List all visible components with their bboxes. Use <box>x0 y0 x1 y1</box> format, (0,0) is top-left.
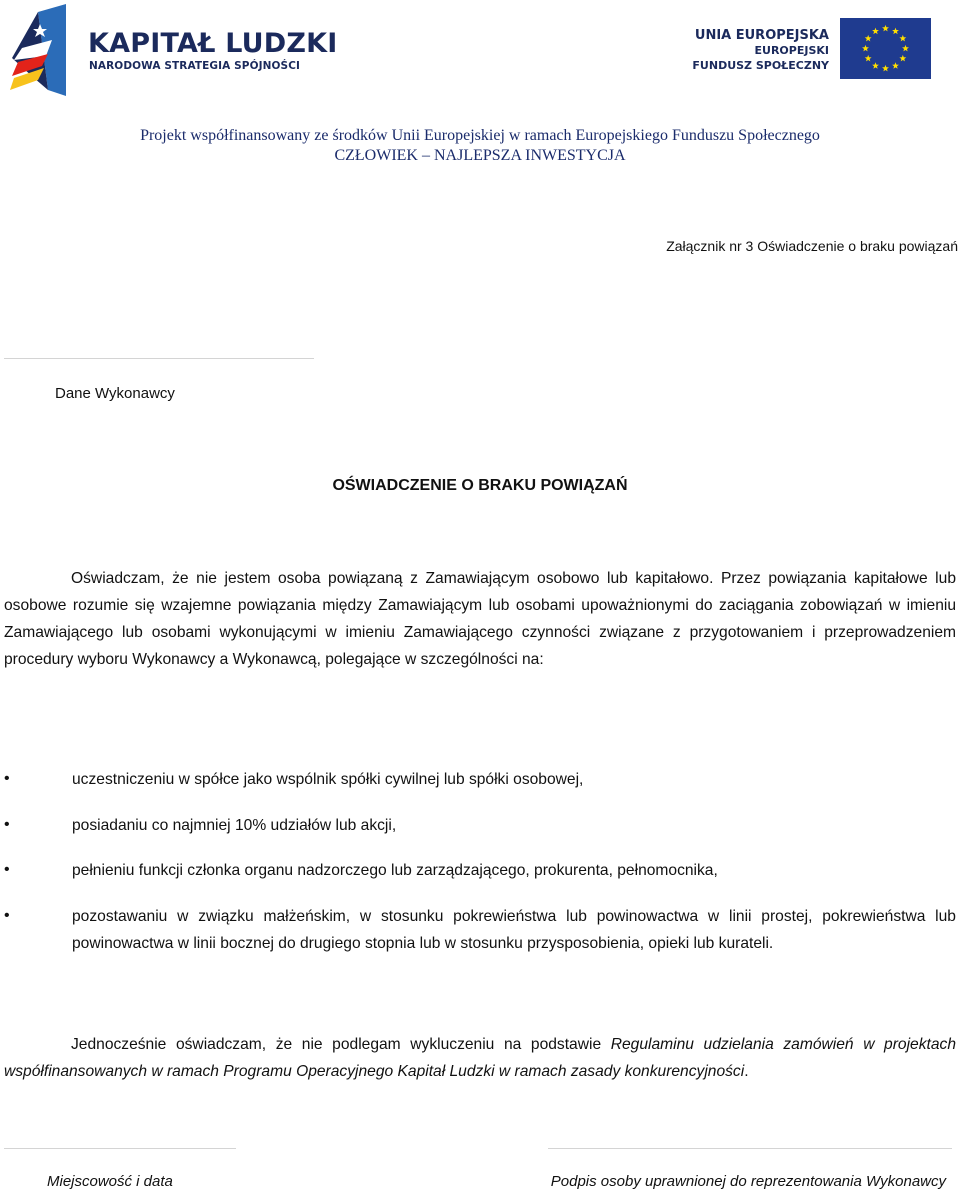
closing-end: . <box>744 1063 749 1080</box>
list-item: pozostawaniu w związku małżeńskim, w stosunku pokrewieństwa lub powinowactwa w linii prostej, pokrewieństwa lub powinowactwa w linii bocznej do drugiego stopnia lub w stosunku przysposobienia, opieki lub kurateli. <box>72 908 956 952</box>
bullet-icon: • <box>4 907 10 924</box>
project-line-2: CZŁOWIEK – NAJLEPSZA INWESTYCJA <box>334 147 626 164</box>
contractor-signature-line <box>4 358 314 359</box>
closing-paragraph <box>4 1031 956 1085</box>
place-date-label: Miejscowość i data <box>47 1173 173 1190</box>
project-banner <box>0 126 960 166</box>
place-date-line <box>4 1148 236 1149</box>
signature-line <box>548 1148 952 1149</box>
eu-line-1: UNIA EUROPEJSKA <box>694 28 829 43</box>
intro-paragraph: Oświadczam, że nie jestem osoba powiązaną z Zamawiającym osobowo lub kapitałowo. Przez powiązania kapitałowe lub osobowe rozumie się wzajemne powiązania między Zamawiającym lub osobami upoważnionymi do zaciągania zobowiązań w imieniu Zamawiającego lub osobami wykonującymi w imieniu Zamawiającego czynności związane z przygotowaniem i przeprowadzeniem procedury wyboru Wykonawcy a Wykonawcą, polegające w szczególności na: <box>4 570 956 668</box>
bullet-icon: • <box>4 770 10 787</box>
signature-label: Podpis osoby uprawnionej do reprezentowania Wykonawcy <box>550 1173 946 1190</box>
closing-text: Jednocześnie oświadczam, że nie podlegam wykluczeniu na podstawie <box>71 1036 611 1053</box>
list-item: posiadaniu co najmniej 10% udziałów lub akcji, <box>72 817 397 834</box>
eu-flag-icon <box>840 18 931 79</box>
regulation-title: Regulaminu udzielania zamówień w projektach współfinansowanych w ramach Programu Operacyjnego Kapitał Ludzki w ramach zasady konkurencyjności <box>4 1036 957 1080</box>
contractor-label: Dane Wykonawcy <box>55 385 175 402</box>
kapital-ludzki-title: KAPITAŁ LUDZKI <box>88 28 338 59</box>
bullet-icon: • <box>4 861 10 878</box>
eu-line-3: FUNDUSZ SPOŁECZNY <box>692 58 829 72</box>
list-item: uczestniczeniu w spółce jako wspólnik spółki cywilnej lub spółki osobowej, <box>72 771 584 788</box>
document-title: OŚWIADCZENIE O BRAKU POWIĄZAŃ <box>332 477 628 494</box>
list-item: pełnieniu funkcji członka organu nadzorczego lub zarządzającego, prokurenta, pełnomocnika, <box>72 862 718 879</box>
eu-fund-label <box>692 27 829 73</box>
bullet-icon: • <box>4 816 10 833</box>
project-line-1: Projekt współfinansowany ze środków Unii Europejskiej w ramach Europejskiego Funduszu Społecznego <box>140 127 820 144</box>
eu-line-2: EUROPEJSKI <box>754 44 829 58</box>
kapital-ludzki-subtitle: NARODOWA STRATEGIA SPÓJNOŚCI <box>89 60 301 72</box>
annex-label: Załącznik nr 3 Oświadczenie o braku powiązań <box>666 238 958 254</box>
